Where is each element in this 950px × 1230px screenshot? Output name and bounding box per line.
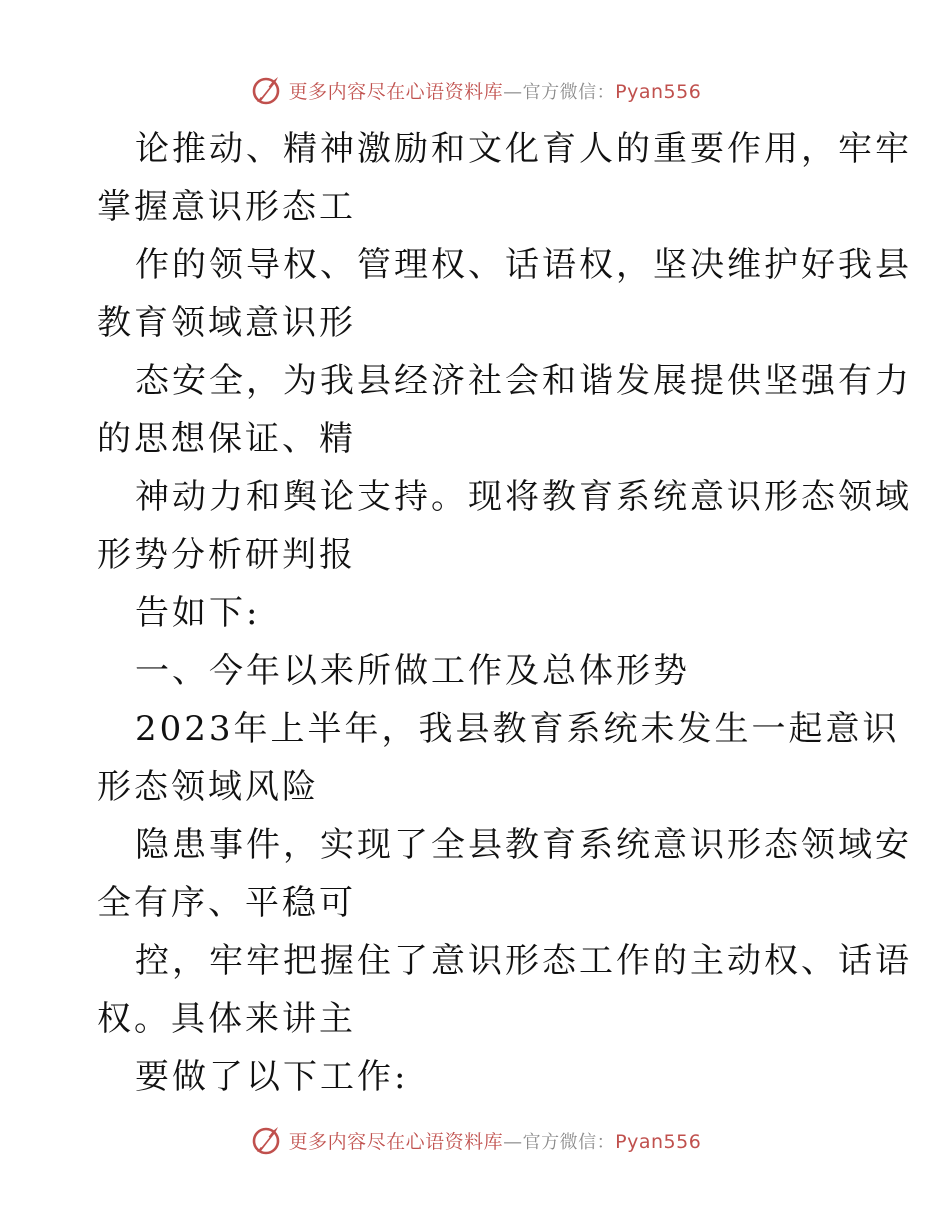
header-brand-text — [289, 77, 702, 104]
footer-brand — [249, 1123, 702, 1157]
text-line: 全有序、平稳可 — [97, 883, 356, 923]
document-body — [97, 120, 912, 1106]
text-line: 的思想保证、精 — [97, 419, 356, 459]
text-line: 2023年上半年，我县教育系统未发生一起意识 — [135, 709, 900, 749]
quill-pen-logo-icon — [249, 73, 283, 107]
footer-brand-title: 更多内容尽在心语资料库 — [288, 1130, 504, 1153]
text-line: 作的领导权、管理权、话语权，坚决维护好我县 — [135, 245, 912, 285]
footer-wechat-label: 官方微信： — [522, 1131, 616, 1153]
header-brand — [249, 73, 702, 107]
text-line: 一、今年以来所做工作及总体形势 — [135, 651, 690, 691]
footer-brand-text — [289, 1127, 702, 1154]
text-line: 形态领域风险 — [97, 767, 319, 807]
quill-pen-logo-icon — [249, 1123, 283, 1157]
text-line: 态安全，为我县经济社会和谐发展提供坚强有力 — [135, 361, 912, 401]
text-line: 形势分析研判报 — [97, 535, 356, 575]
text-line: 控，牢牢把握住了意识形态工作的主动权、话语 — [135, 941, 912, 981]
header-wechat-label: 官方微信： — [522, 81, 616, 103]
text-line: 要做了以下工作: — [135, 1057, 409, 1097]
text-line: 权。具体来讲主 — [97, 999, 356, 1039]
footer-wechat-id: Pyan556 — [615, 1130, 702, 1153]
page-header — [0, 70, 950, 110]
text-line: 掌握意识形态工 — [97, 187, 356, 227]
text-line: 隐患事件，实现了全县教育系统意识形态领域安 — [135, 825, 912, 865]
text-line: 神动力和舆论支持。现将教育系统意识形态领域 — [135, 477, 912, 517]
text-line: 告如下: — [135, 593, 261, 633]
footer-separator: — — [503, 1130, 523, 1153]
header-separator: — — [503, 80, 523, 103]
header-brand-title: 更多内容尽在心语资料库 — [288, 80, 504, 103]
page-footer — [0, 1120, 950, 1160]
text-line: 教育领域意识形 — [97, 303, 356, 343]
text-line: 论推动、精神激励和文化育人的重要作用，牢牢 — [135, 129, 912, 169]
header-wechat-id: Pyan556 — [615, 80, 702, 103]
